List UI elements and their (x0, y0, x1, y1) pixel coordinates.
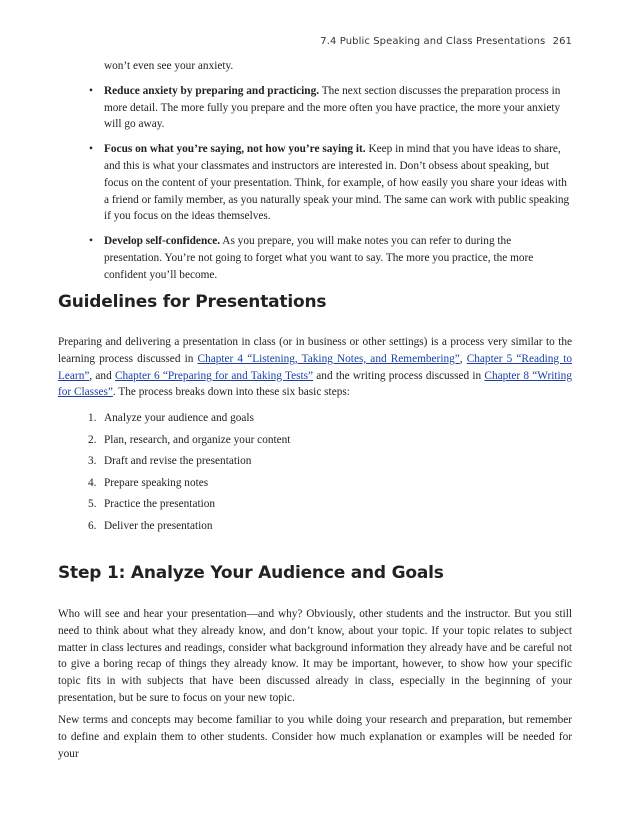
list-item (88, 141, 570, 225)
step-item (88, 432, 290, 454)
page-number: 261 (552, 36, 572, 47)
step-text: Draft and revise the presentation (104, 455, 252, 467)
list-item-lead: Focus on what you’re saying, not how you’re saying it. (104, 143, 366, 156)
running-header (320, 36, 572, 47)
intro-paragraph (58, 334, 572, 401)
step-text: Analyze your audience and goals (104, 412, 254, 424)
bullet-icon: • (89, 235, 93, 248)
continued-text: won’t even see your anxiety. (104, 60, 234, 72)
list-item-text: As you prepare, you will make notes you can refer to during the presentation. You’re not going to forget what you want to say. The more you practice, the more confident you’ll become. (104, 235, 534, 281)
intro-text-end: . The process breaks down into these six basic steps: (112, 386, 350, 399)
list-item-lead: Develop self-confidence. (104, 235, 221, 248)
link-chapter-8[interactable]: Chapter 8 “Writing for Classes” (58, 369, 572, 399)
separator-text: , (459, 352, 467, 365)
step-number: 2. (88, 433, 97, 446)
link-chapter-4[interactable]: Chapter 4 “Listening, Taking Notes, and Remembering” (197, 352, 460, 365)
step-text: Plan, research, and organize your content (104, 433, 291, 446)
steps-list (88, 410, 290, 539)
list-item-text: Keep in mind that you have ideas to share, and this is what your classmates and instructors are interested in. Don’t obsess about speaking, but focus on the content of your presentation. Think, for example, of how easily you share your ideas with a friend or family member, as you naturally speak your mind. The same can work with public speaking if you focus on the ideas themselves. (104, 143, 570, 223)
section-heading-step1: Step 1: Analyze Your Audience and Goals (58, 563, 444, 583)
link-chapter-5[interactable]: Chapter 5 “Reading to Learn” (58, 352, 572, 382)
step-number: 5. (88, 498, 97, 510)
separator-text: and the writing process discussed in (313, 369, 485, 382)
bullet-icon: • (89, 143, 93, 156)
step-number: 6. (88, 519, 97, 532)
intro-text: Preparing and delivering a presentation in class (or in business or other settings) is a process very similar to the learning process discussed in (58, 336, 572, 365)
section-title: 7.4 Public Speaking and Class Presentations (320, 36, 546, 47)
step-text: Prepare speaking notes (104, 476, 209, 489)
step-item (88, 453, 290, 475)
step1-paragraph: Who will see and hear your presentation—and why? Obviously, other students and the instructor. But you still need to think about what they already know, and don’t know, about your topic. If your topic relates to subject matter in class lectures and readings, consider what background information they already have and be careful not to give a boring recap of things they already know. It may be important, however, to show how your specific topic fits in with subjects that have been discussed already in class, especially in the beginning of your presentation, but be sure to focus on your new topic. (58, 608, 572, 704)
link-chapter-6[interactable]: Chapter 6 “Preparing for and Taking Tests” (114, 369, 314, 382)
tips-list (88, 58, 570, 292)
list-item (88, 233, 570, 283)
step-text: Deliver the presentation (104, 519, 213, 532)
step-item (88, 410, 290, 432)
step-item (88, 496, 290, 518)
step-number: 4. (88, 476, 97, 489)
step-item (88, 475, 290, 497)
step-text: Practice the presentation (104, 498, 216, 510)
step1-paragraph-2: New terms and concepts may become familiar to you while doing your research and preparation, but remember to define and explain them to other students. Consider how much explanation or examples will be needed for your (58, 714, 572, 760)
separator-text: , and (89, 369, 115, 382)
list-item (88, 83, 570, 133)
bullet-icon: • (89, 84, 93, 97)
step-item (88, 518, 290, 540)
step-number: 3. (88, 455, 97, 467)
section-heading-guidelines: Guidelines for Presentations (58, 292, 327, 312)
list-item-lead: Reduce anxiety by preparing and practicing. (104, 84, 320, 97)
step-number: 1. (88, 412, 97, 424)
list-item-text: The next section discusses the preparation process in more detail. The more fully you prepare and the more often you have practice, the more your anxiety will go away. (104, 84, 561, 131)
